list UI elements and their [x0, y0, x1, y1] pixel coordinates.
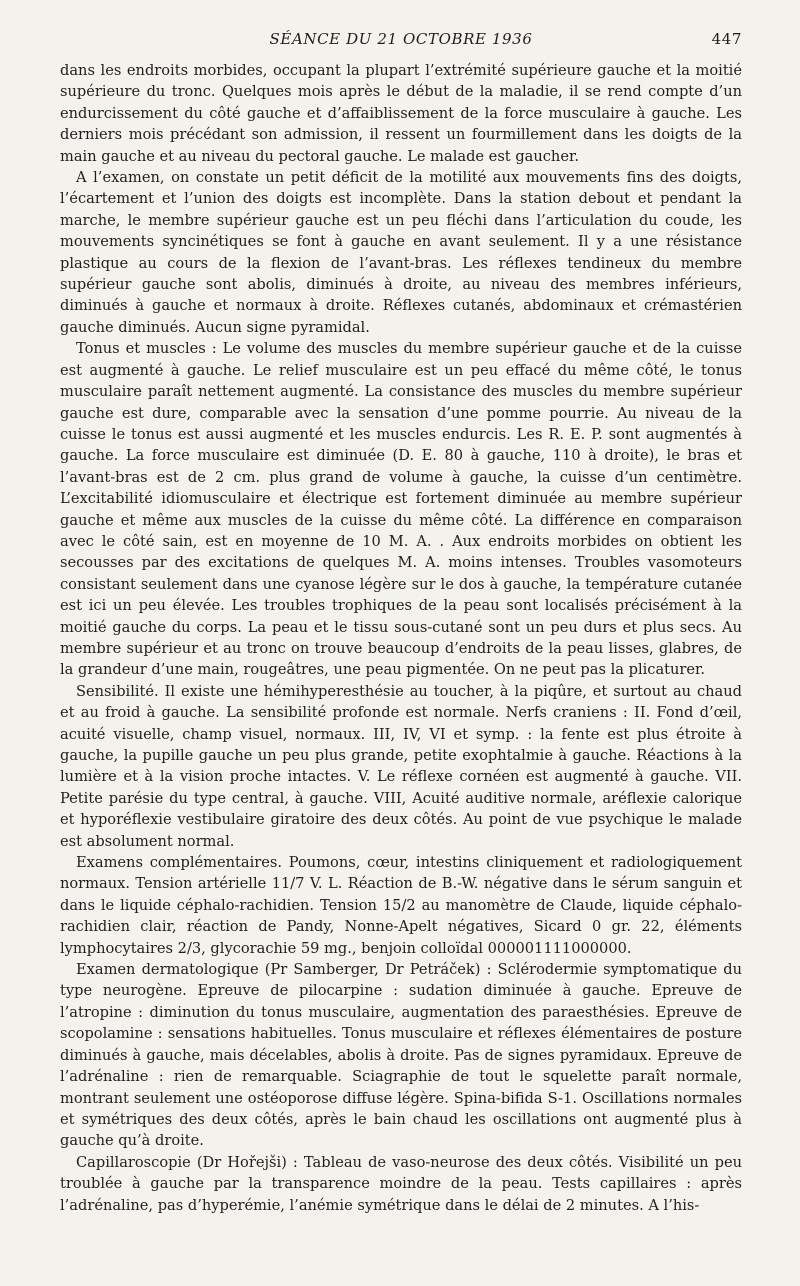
paragraph-complementary-exams: Examens complémentaires. Poumons, cœur, intestins cliniquement et radiologiquement normaux. Tension artérielle 11/7 V. L. Réaction de B.-W. négative dans le sérum sanguin et dans le liquide céphalo-rachidien. Tension 15/2 au manomètre de Claude, liquide céphalo-rachidien clair, réaction de Pandy, Nonne-Apelt négatives, Sicard 0 gr. 22, éléments lymphocytaires 2/3, glycorachie 59 mg., benjoin colloïdal 000001111000000. [60, 854, 742, 957]
paragraph-examination: A l’examen, on constate un petit déficit de la motilité aux mouvements fins des doigts, l’écartement et l’union des doigts est incomplète. Dans la station debout et pendant la marche, le membre supérieur gauche est un peu fléchi dans l’articulation du coude, les mouvements syncinétiques se font à gauche en avant seulement. Il y a une résistance plastique au cours de la flexion de l’avant-bras. Les réflexes tendineux du membre supérieur gauche sont abolis, diminués à droite, au niveau des membres inférieurs, diminués à gauche et normaux à droite. Réflexes cutanés, abdominaux et crémastérien gauche diminués. Aucun signe pyramidal. [60, 169, 742, 336]
paragraph-tonus-muscles: Tonus et muscles : Le volume des muscles du membre supérieur gauche et de la cuisse est augmenté à gauche. Le relief musculaire est un peu effacé du même côté, le tonus musculaire paraît nettement augmenté. La consistance des muscles du membre supérieur gauche est dure, comparable avec la sensation d’une pomme pourrie. Au niveau de la cuisse le tonus est aussi augmenté et les muscles endurcis. Les R. E. P. sont augmentés à gauche. La force musculaire est diminuée (D. E. 80 à gauche, 110 à droite), le bras et l’avant-bras est de 2 cm. plus grand de volume à gauche, la cuisse d’un centimètre. L’excitabilité idiomusculaire et électrique est fortement diminuée au membre supérieur gauche et même aux muscles de la cuisse du même côté. La différence en comparaison avec le côté sain, est en moyenne de 10 M. A. . Aux endroits morbides on obtient les secousses par des excitations de quelques M. A. moins intenses. Troubles vasomoteurs consistant seulement dans une cyanose légère sur le dos à gauche, la température cutanée est ici un peu élevée. Les troubles trophiques de la peau sont localisés précisément à la moitié gauche du corps. La peau et le tissu sous-cutané sont un peu durs et plus secs. Au membre supérieur et au tronc on trouve beaucoup d’endroits de la peau lisses, glabres, de la grandeur d’une main, rougeâtres, une peau pigmentée. On ne peut pas la plicaturer. [60, 340, 742, 679]
paragraph-sensibility: Sensibilité. Il existe une hémihyperesthésie au toucher, à la piqûre, et surtout au chaud et au froid à gauche. La sensibilité profonde est normale. Nerfs craniens : II. Fond d’œil, acuité visuelle, champ visuel, normaux. III, IV, VI et symp. : la fente est plus étroite à gauche, la pupille gauche un peu plus grande, petite exophtalmie à gauche. Réactions à la lumière et à la vision proche intactes. V. Le réflexe cornéen est augmenté à gauche. VII. Petite parésie du type central, à gauche. VIII, Acuité auditive normale, aréflexie calorique et hyporéflexie vestibulaire giratoire des deux côtés. Au point de vue psychique le malade est absolument normal. [60, 682, 742, 850]
paragraph-capillaroscopy: Capillaroscopie (Dr Hořejši) : Tableau de vaso-neurose des deux côtés. Visibilité un peu troublée à gauche par la transparence moindre de la peau. Tests capillaires : après l’adrénaline, pas d’hyperémie, l’anémie symétrique dans le délai de 2 minutes. A l’his- [60, 1153, 742, 1214]
running-header [60, 30, 742, 54]
paragraph-motor-history: dans les endroits morbides, occupant la plupart l’extrémité supérieure gauche et la moitié supérieure du tronc. Quelques mois après le début de la maladie, il se rend compte d’un endurcissement du côté gauche et d’affaiblissement de la force musculaire à gauche. Les derniers mois précédant son admission, il ressent un fourmillement dans les doigts de la main gauche et au niveau du pectoral gauche. Le malade est gaucher. [60, 62, 742, 165]
page-number: 447 [711, 30, 742, 48]
running-title: SÉANCE DU 21 OCTOBRE 1936 [269, 30, 533, 48]
paragraph-dermatology-exam: Examen dermatologique (Pr Samberger, Dr Petráček) : Sclérodermie symptomatique du type neurogène. Epreuve de pilocarpine : sudation diminuée à gauche. Epreuve de l’atropine : diminution du tonus musculaire, augmentation des paraesthésies. Epreuve de scopolamine : sensations habituelles. Tonus musculaire et réflexes élémentaires de posture diminués à gauche, mais décelables, abolis à droite. Pas de signes pyramidaux. Epreuve de l’adrénaline : rien de remarquable. Sciagraphie de tout le squelette paraît normale, montrant seulement une ostéoporose diffuse légère. Spina-bifida S-1. Oscillations normales et symétriques des deux côtés, après le bain chaud les oscillations ont augmenté plus à gauche qu’à droite. [60, 961, 742, 1150]
article-body [60, 60, 742, 1216]
